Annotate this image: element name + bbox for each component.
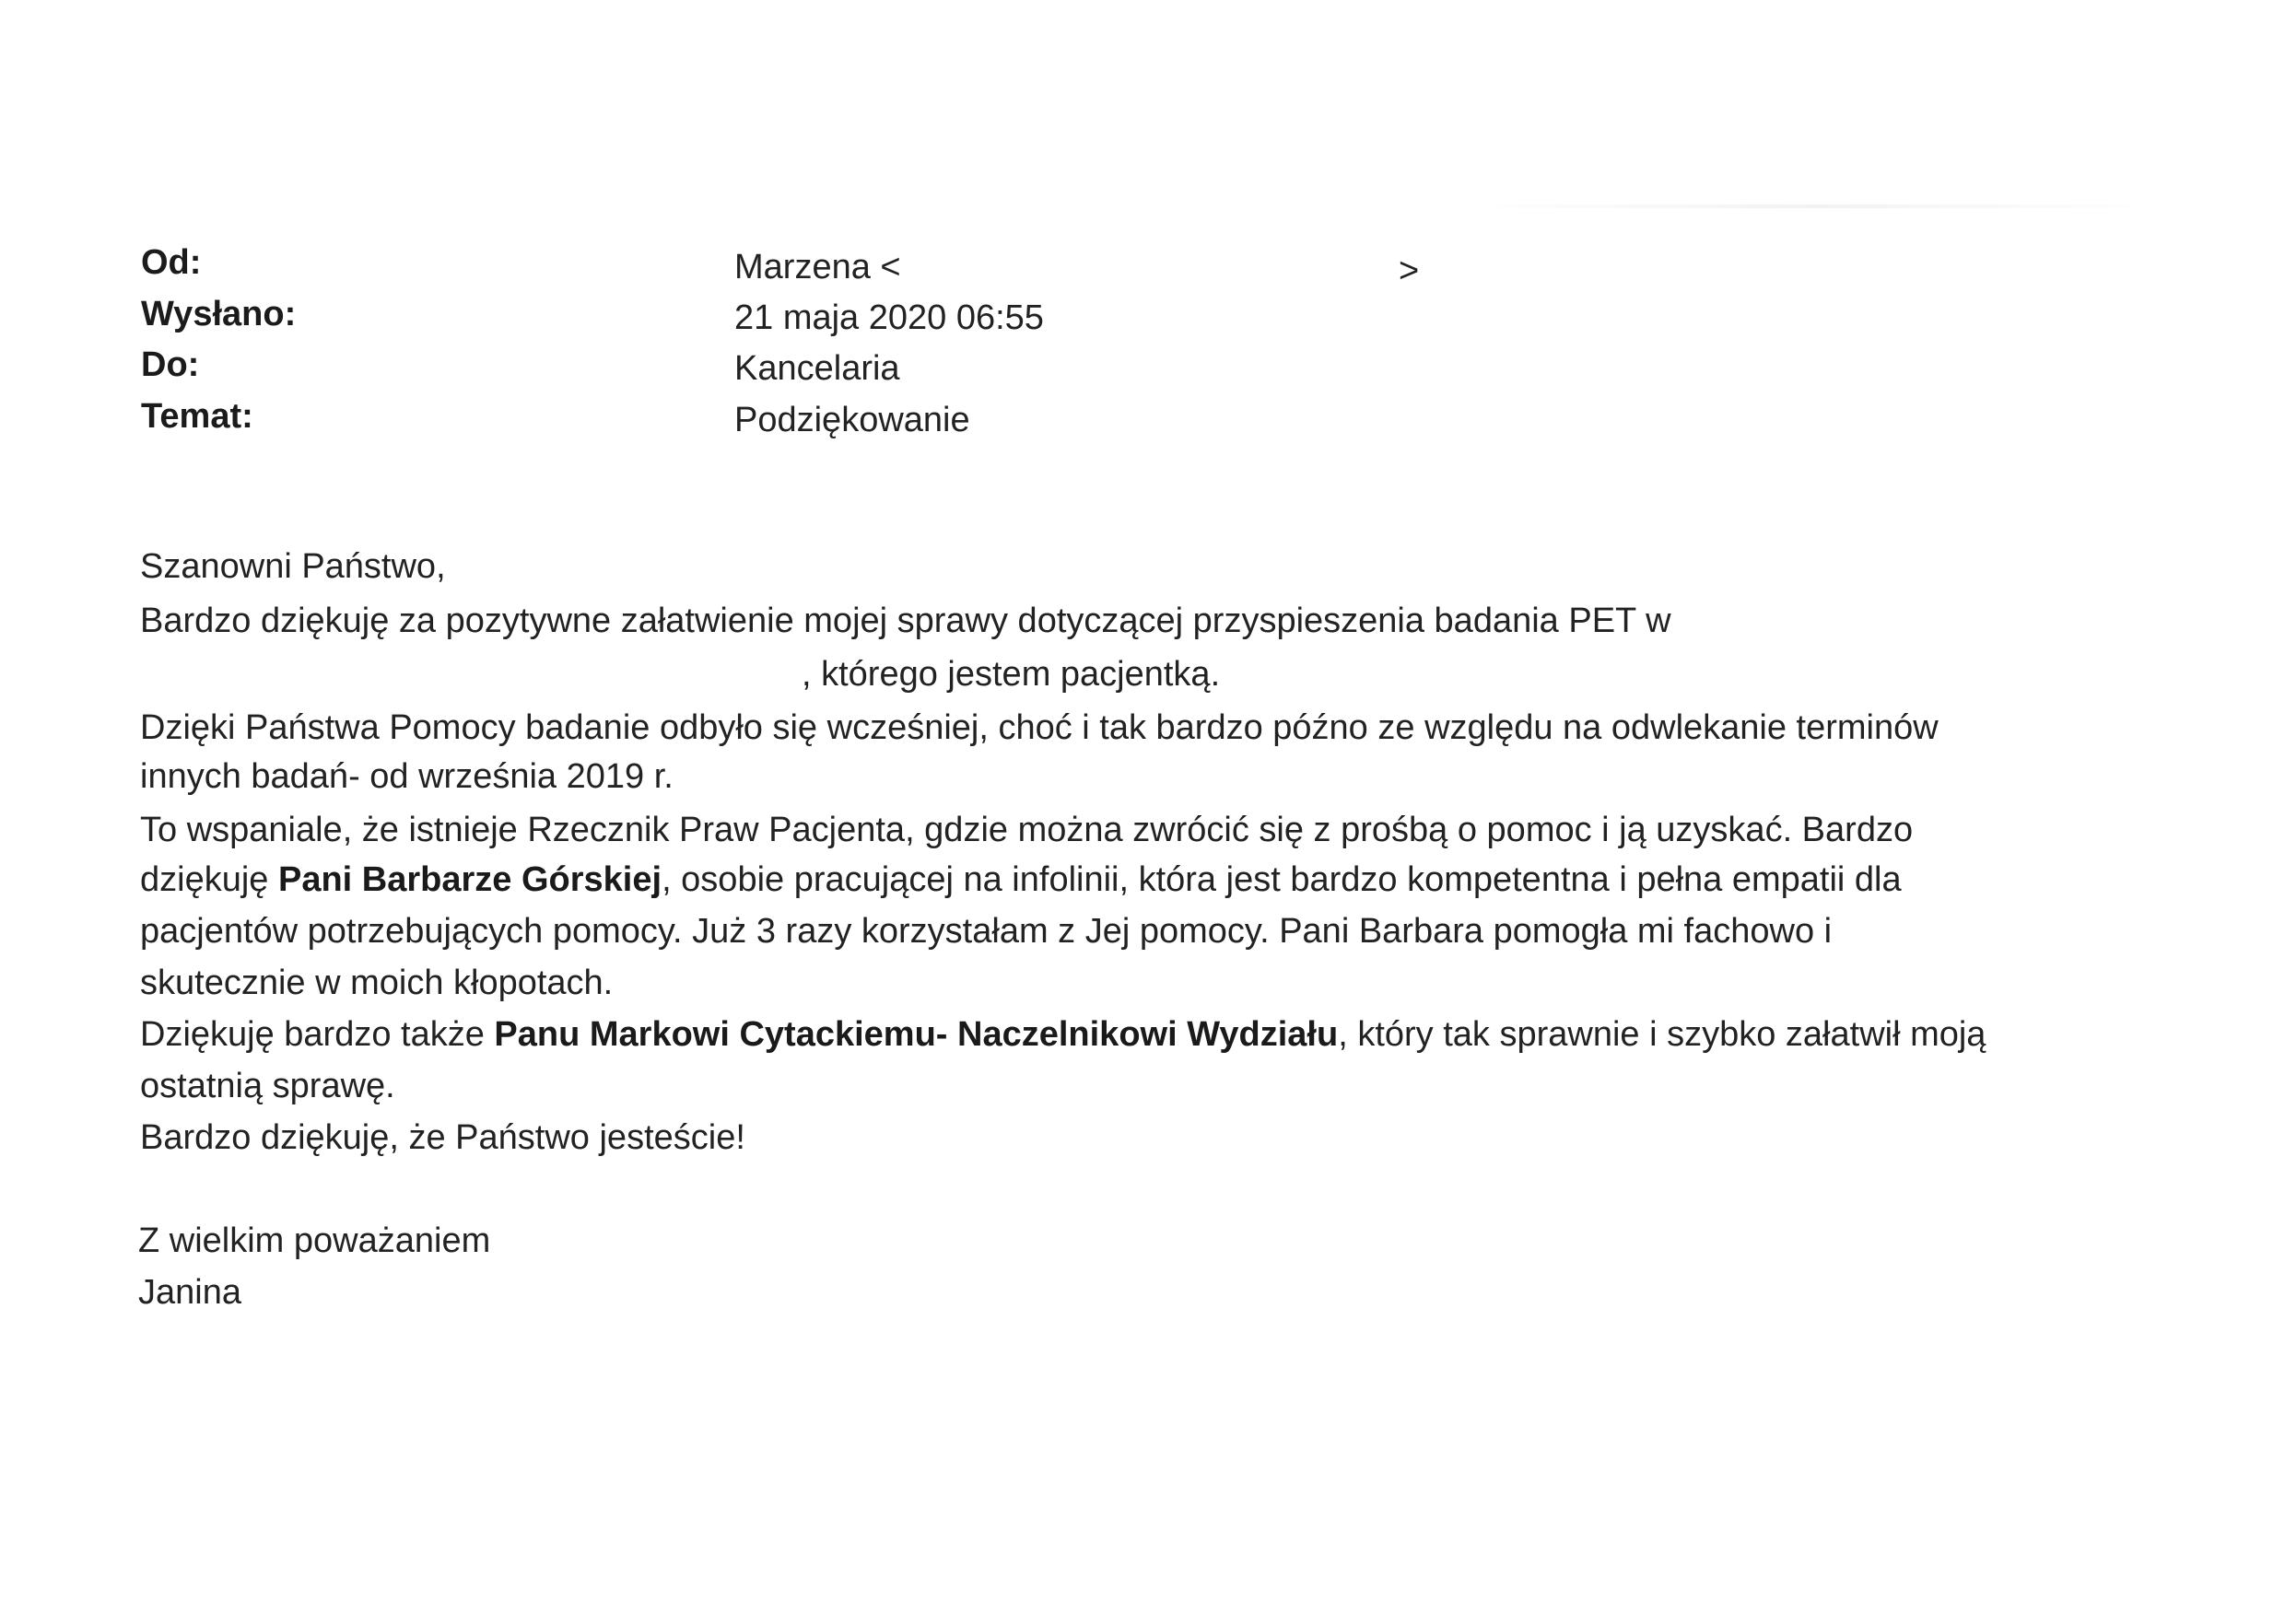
to-label: Do: — [141, 345, 200, 384]
sent-label: Wysłano: — [141, 295, 297, 333]
scan-shadow — [1456, 204, 2174, 208]
body-line-9 — [140, 1017, 1986, 1052]
from-value-end: > — [1399, 251, 1420, 290]
body-line-10: ostatnią sprawę. — [140, 1067, 395, 1105]
body-line-1: Bardzo dziękuję za pozytywne załatwienie mojej sprawy dotyczącej przyspieszenia badania PET w — [140, 602, 1671, 640]
body-line-9-post: , który tak sprawnie i szybko załatwił moją — [1338, 1015, 1986, 1054]
body-line-7: pacjentów potrzebujących pomocy. Już 3 razy korzystałam z Jej pomocy. Pani Barbara pomogła mi fachowo i — [140, 912, 1833, 951]
subject-label: Temat: — [141, 397, 253, 436]
body-line-8: skutecznie w moich kłopotach. — [140, 964, 614, 1002]
from-value: Marzena < — [734, 248, 901, 286]
body-line-3: Dzięki Państwa Pomocy badanie odbyło się wcześniej, choć i tak bardzo późno ze względu na odwlekanie terminów — [140, 708, 1939, 747]
subject-value: Podziękowanie — [734, 401, 970, 439]
body-line-2: , którego jestem pacjentką. — [802, 655, 1221, 694]
to-value: Kancelaria — [734, 349, 900, 388]
closing-regards: Z wielkim poważaniem — [138, 1221, 491, 1260]
body-line-9-pre: Dziękuję bardzo także — [140, 1015, 495, 1054]
body-line-11: Bardzo dziękuję, że Państwo jesteście! — [140, 1118, 745, 1157]
from-label: Od: — [141, 243, 202, 282]
bold-name-marek: Panu Markowi Cytackiemu- Naczelnikowi Wydziału — [494, 1015, 1339, 1054]
body-line-5: To wspaniale, że istnieje Rzecznik Praw Pacjenta, gdzie można zwrócić się z prośbą o pomoc i ją uzyskać. Bardzo — [140, 811, 1914, 849]
body-line-4: innych badań- od września 2019 r. — [140, 757, 674, 796]
body-line-6-post: , osobie pracującej na infolinii, która jest bardzo kompetentna i pełna empatii dla — [662, 860, 1902, 899]
bold-name-barbara: Pani Barbarze Górskiej — [277, 860, 662, 899]
closing-name: Janina — [138, 1273, 241, 1312]
greeting: Szanowni Państwo, — [140, 547, 446, 586]
sent-value: 21 maja 2020 06:55 — [734, 298, 1044, 337]
body-line-6-pre: dziękuję — [140, 860, 278, 899]
body-line-6 — [140, 862, 1902, 897]
